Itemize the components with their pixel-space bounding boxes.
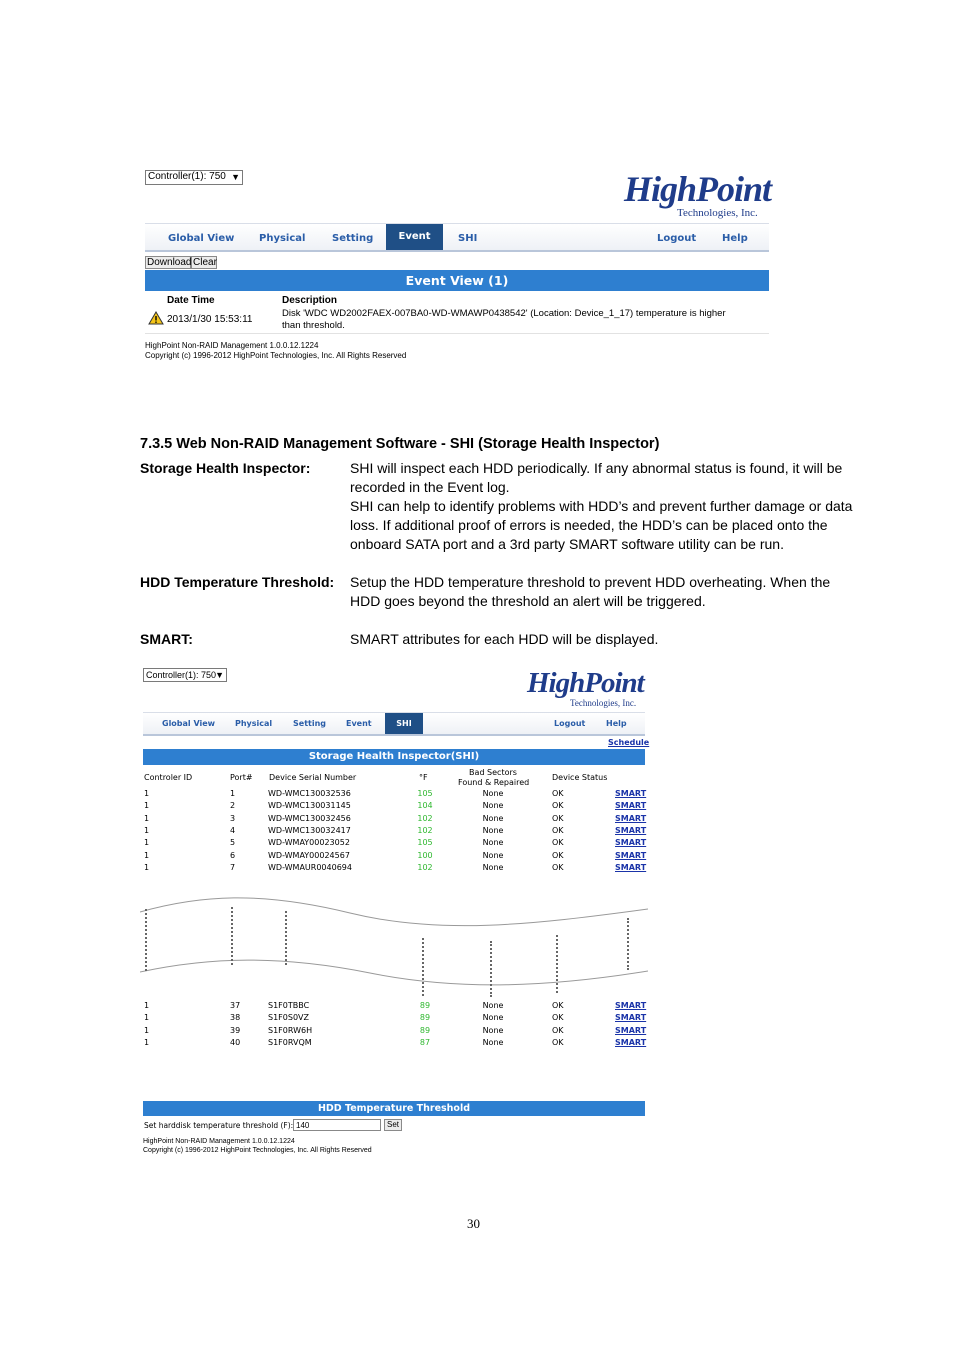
cell-bad-sectors: None [482,825,504,835]
smart-description [350,630,858,649]
col-bad-sectors [458,768,528,788]
temp-threshold-term: HDD Temperature Threshold: [140,574,335,590]
cell-bad-sectors: None [482,789,504,798]
cell-device-status: OK [552,838,564,848]
highpoint-logo: HighPoint [527,667,644,699]
omission-dots [285,911,287,965]
cell-temperature: 102 [417,825,433,835]
smart-link[interactable]: SMART [615,813,647,823]
table-row [143,801,646,813]
cell-port: 7 [230,862,236,872]
smart-link[interactable]: SMART [615,1001,647,1010]
threshold-input[interactable] [293,1119,381,1131]
table-row [143,863,646,875]
cell-device-status: OK [552,862,564,872]
cell-device-status: OK [552,825,564,835]
cell-controller-id: 1 [144,850,150,860]
cell-controller-id: 1 [144,813,150,823]
table-row [143,1001,646,1013]
col-date-time: Date Time [167,295,215,306]
page-number: 30 [467,1216,480,1231]
nav-shi[interactable]: SHI [458,233,478,244]
cell-controller-id: 1 [144,825,150,835]
table-row [143,1013,646,1025]
cell-temperature: 105 [417,789,433,798]
table-row [143,1038,646,1050]
cell-port: 3 [230,813,236,823]
nav-bar [143,712,645,736]
smart-link[interactable]: SMART [615,825,647,835]
smart-link[interactable]: SMART [615,801,647,811]
col-controller-id: Controler ID [144,773,193,782]
controller-select[interactable]: Controller(1): 750 ▼ [145,170,243,185]
logo-subtitle: Technologies, Inc. [677,207,758,219]
footer-version: HighPoint Non-RAID Management 1.0.0.12.1224 [145,341,319,350]
download-button[interactable]: Download [147,257,192,268]
shi-table-bottom [143,1001,646,1051]
cell-temperature: 102 [417,813,433,823]
nav-help[interactable]: Help [606,719,627,728]
cell-port: 37 [230,1001,241,1010]
cell-serial-number: WD-WMC130031145 [268,801,351,811]
cell-port: 6 [230,850,236,860]
cell-port: 39 [230,1025,241,1035]
cell-controller-id: 1 [144,1025,150,1035]
event-description-line1: Disk 'WDC WD2002FAEX-007BA0-WD-WMAWP0438542' (Location: Device_1_17) temperature is higher [282,308,726,319]
cell-bad-sectors: None [482,813,504,823]
cell-temperature: 89 [419,1013,431,1023]
cell-bad-sectors: None [482,1013,504,1023]
nav-global-view[interactable]: Global View [162,719,216,728]
smart-link[interactable]: SMART [615,789,647,798]
shi-description [350,459,858,554]
table-row [143,826,646,838]
cell-port: 1 [230,789,236,798]
shi-screenshot [140,663,648,1163]
event-view-title: Event View (1) [145,270,769,291]
omission-break-graphic [140,895,648,1005]
table-row [143,814,646,826]
cell-controller-id: 1 [144,838,150,848]
shi-title: Storage Health Inspector(SHI) [143,749,645,765]
shi-paragraph-2: SHI can help to identify problems with HDD’s and prevent further damage or data loss. If additional proof of errors is needed, the HDD’s can be placed onto the onboard SATA port and a 3rd party SMART software utility can be run. [350,498,853,552]
cell-port: 38 [230,1013,241,1023]
cell-controller-id: 1 [144,862,150,872]
table-row [143,1026,646,1038]
cell-controller-id: 1 [144,789,150,798]
warning-icon [148,311,164,325]
cell-bad-sectors: None [482,838,504,848]
nav-setting[interactable]: Setting [293,719,326,728]
chevron-down-icon: ▼ [215,670,224,680]
cell-temperature: 104 [417,801,433,811]
col-description: Description [282,295,338,306]
footer-version: HighPoint Non-RAID Management 1.0.0.12.1224 [143,1138,295,1145]
col-serial: Device Serial Number [269,773,357,782]
cell-port: 40 [230,1037,241,1047]
event-date-time: 2013/1/30 15:53:11 [167,314,253,325]
event-view-screenshot [140,165,772,370]
cell-bad-sectors: None [482,801,504,811]
smart-link[interactable]: SMART [615,1013,647,1023]
cell-controller-id: 1 [144,1037,150,1047]
nav-setting[interactable]: Setting [332,233,374,244]
smart-link[interactable]: SMART [615,838,647,848]
cell-serial-number: WD-WMC130032456 [268,813,351,823]
footer-copyright: Copyright (c) 1996-2012 HighPoint Technologies, Inc. All Rights Reserved [143,1147,372,1154]
nav-bar [145,223,769,252]
cell-bad-sectors: None [482,1001,504,1010]
cell-temperature: 102 [417,862,433,872]
cell-bad-sectors: None [482,862,504,872]
col-bad-sectors-line2: Found & Repaired [458,778,530,787]
cell-device-status: OK [552,1013,564,1023]
col-bad-sectors-line1: Bad Sectors [469,768,517,777]
cell-controller-id: 1 [144,1001,150,1010]
cell-device-status: OK [552,813,564,823]
cell-device-status: OK [552,789,564,798]
chevron-down-icon: ▼ [231,172,240,182]
cell-device-status: OK [552,1037,564,1047]
omission-dots [231,907,233,965]
cell-port: 4 [230,825,236,835]
nav-physical[interactable]: Physical [235,719,273,728]
cell-temperature: 89 [419,1001,431,1010]
controller-select[interactable]: Controller(1): 750 ▼ [143,668,227,682]
temp-threshold-paragraph: Setup the HDD temperature threshold to prevent HDD overheating. When the HDD goes beyond the threshold an alert will be triggered. [350,574,831,609]
cell-serial-number: WD-WMC130032417 [268,825,351,835]
smart-link[interactable]: SMART [615,1037,647,1047]
col-device-status: Device Status [552,773,608,782]
cell-serial-number: WD-WMAY00023052 [268,838,350,848]
cell-controller-id: 1 [144,1013,150,1023]
table-row [143,789,646,801]
cell-serial-number: WD-WMAUR0040694 [268,862,352,872]
threshold-label: Set harddisk temperature threshold (F): [144,1121,294,1130]
footer-copyright: Copyright (c) 1996-2012 HighPoint Technologies, Inc. All Rights Reserved [145,351,407,360]
col-temperature: °F [419,773,428,782]
shi-paragraph-1: SHI will inspect each HDD periodically. If any abnormal status is found, it will be recorded in the Event log. [350,460,843,495]
col-port: Port# [230,773,253,782]
cell-serial-number: WD-WMC130032536 [268,789,351,798]
cell-serial-number: S1F0TBBC [268,1001,310,1010]
cell-temperature: 100 [417,850,433,860]
smart-link[interactable]: SMART [615,850,647,860]
cell-device-status: OK [552,850,564,860]
omission-dots [422,938,424,996]
cell-serial-number: WD-WMAY00024567 [268,850,350,860]
table-row [143,851,646,863]
shi-table-top [143,789,646,875]
threshold-title: HDD Temperature Threshold [143,1101,645,1116]
cell-device-status: OK [552,1025,564,1035]
table-row [143,838,646,850]
omission-dots [490,941,492,997]
cell-serial-number: S1F0RVQM [268,1037,312,1047]
cell-device-status: OK [552,801,564,811]
cell-bad-sectors: None [482,1037,504,1047]
cell-port: 5 [230,838,236,848]
omission-dots [145,909,147,971]
omission-dots [556,935,558,993]
cell-temperature: 87 [419,1037,431,1047]
cell-serial-number: S1F0S0VZ [268,1013,309,1023]
shi-term: Storage Health Inspector: [140,460,311,476]
cell-device-status: OK [552,1001,564,1010]
clear-button[interactable]: Clear [193,257,217,268]
divider [145,333,769,334]
smart-term: SMART: [140,631,193,647]
nav-physical[interactable]: Physical [259,233,306,244]
set-button[interactable]: Set [384,1119,402,1131]
smart-link[interactable]: SMART [615,862,647,872]
nav-shi-active[interactable]: SHI [385,713,423,734]
cell-bad-sectors: None [482,1025,504,1035]
cell-temperature: 105 [417,838,433,848]
nav-global-view[interactable]: Global View [168,233,235,244]
smart-link[interactable]: SMART [615,1025,647,1035]
cell-controller-id: 1 [144,801,150,811]
schedule-link[interactable]: Schedule [608,738,650,747]
cell-serial-number: S1F0RW6H [268,1025,313,1035]
omission-dots [627,918,629,970]
highpoint-logo: HighPoint [624,169,772,209]
temp-threshold-description [350,573,858,611]
nav-logout[interactable]: Logout [657,233,697,244]
logo-subtitle: Technologies, Inc. [570,698,637,708]
smart-paragraph: SMART attributes for each HDD will be displayed. [350,631,659,647]
nav-event-active[interactable]: Event [386,224,443,250]
nav-help[interactable]: Help [722,233,748,244]
nav-logout[interactable]: Logout [554,719,586,728]
cell-bad-sectors: None [482,850,504,860]
event-description-line2: than threshold. [282,320,345,331]
nav-event[interactable]: Event [346,719,372,728]
section-heading: 7.3.5 Web Non-RAID Management Software - SHI (Storage Health Inspector) [140,436,660,452]
cell-port: 2 [230,801,236,811]
cell-temperature: 89 [419,1025,431,1035]
